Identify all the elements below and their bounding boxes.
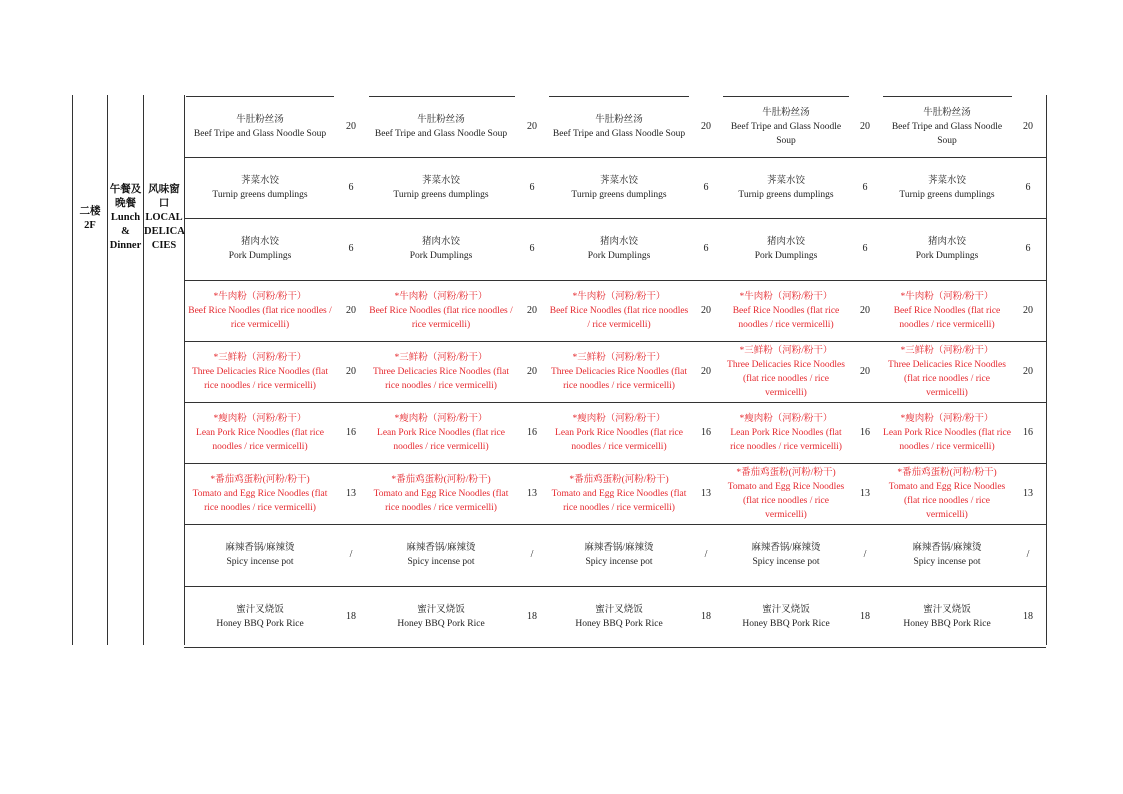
window-label — [144, 183, 184, 253]
dish-price: 16 — [1023, 427, 1033, 438]
menu-item — [548, 404, 690, 461]
dish-name-en: Spicy incense pot — [585, 556, 653, 567]
dish-price: 20 — [527, 366, 537, 377]
dish-name-en: Pork Dumplings — [409, 250, 473, 261]
dish-price: 18 — [527, 611, 537, 622]
dish-name-zh: *牛肉粉（河粉/粉干） — [394, 291, 488, 302]
dish-price: 20 — [1023, 305, 1033, 316]
dish-name-zh: 麻辣香锅/麻辣烫 — [406, 542, 476, 553]
dish-name-en: Honey BBQ Pork Rice — [397, 618, 485, 629]
dish-price: 6 — [862, 243, 868, 254]
dish-price: / — [530, 549, 534, 560]
dish-name-zh: 荠菜水饺 — [927, 175, 966, 186]
dish-name-en: Beef Tripe and Glass Noodle Soup — [374, 128, 508, 139]
menu-item — [185, 526, 335, 583]
table-top-rule — [369, 96, 515, 97]
menu-item — [723, 404, 849, 461]
dish-name-en: Lean Pork Rice Noodles (flat rice noodles / rice vermicelli) — [883, 427, 1011, 452]
dish-name-zh: *瘦肉粉（河粉/粉干） — [900, 413, 994, 424]
dish-name-en: Pork Dumplings — [915, 250, 979, 261]
dish-name-zh: 牛肚粉丝汤 — [595, 114, 643, 125]
dish-name-en: Beef Tripe and Glass Noodle Soup — [552, 128, 686, 139]
meal-label-line: 晚餐 — [115, 198, 136, 209]
dish-price: 6 — [703, 243, 709, 254]
dish-price: 20 — [527, 305, 537, 316]
menu-item — [368, 98, 514, 155]
menu-item — [883, 98, 1011, 155]
dish-name-zh: *番茄鸡蛋粉(河粉/粉干) — [897, 467, 997, 478]
dish-price: 18 — [346, 611, 356, 622]
dish-price: 6 — [862, 182, 868, 193]
menu-item — [368, 282, 514, 339]
dish-price: 20 — [1023, 121, 1033, 132]
dish-name-zh: 牛肚粉丝汤 — [417, 114, 465, 125]
dish-name-en: Three Delicacies Rice Noodles (flat rice noodles / rice vermicelli) — [727, 359, 845, 398]
dish-name-en: Spicy incense pot — [226, 556, 294, 567]
dish-price: / — [1026, 549, 1030, 560]
dish-price: 20 — [527, 121, 537, 132]
dish-name-zh: 蜜汁叉烧饭 — [417, 604, 465, 615]
table-top-rule — [723, 96, 849, 97]
menu-item — [368, 465, 514, 522]
dish-price: 13 — [527, 488, 537, 499]
table-top-rule — [883, 96, 1012, 97]
dish-name-zh: *三鲜粉（河粉/粉干） — [739, 345, 833, 356]
menu-item — [883, 404, 1011, 461]
menu-item — [723, 465, 849, 522]
menu-item — [723, 343, 849, 400]
menu-item — [883, 282, 1011, 339]
dish-name-zh: 猪肉水饺 — [766, 236, 805, 247]
menu-item — [185, 343, 335, 400]
dish-name-en: Turnip greens dumplings — [571, 189, 667, 200]
dish-name-zh: *牛肉粉（河粉/粉干） — [572, 291, 666, 302]
meal-label-line: & — [121, 226, 130, 237]
dish-price: / — [863, 549, 867, 560]
dish-price: 13 — [701, 488, 711, 499]
menu-item — [548, 588, 690, 645]
dish-name-en: Pork Dumplings — [754, 250, 818, 261]
dish-name-en: Tomato and Egg Rice Noodles (flat rice noodles / rice vermicelli) — [551, 488, 687, 513]
dish-name-en: Beef Rice Noodles (flat rice noodles / rice vermicelli) — [549, 305, 689, 330]
dish-name-zh: 麻辣香锅/麻辣烫 — [225, 542, 295, 553]
dish-name-en: Lean Pork Rice Noodles (flat rice noodles / rice vermicelli) — [196, 427, 324, 452]
dish-name-en: Honey BBQ Pork Rice — [903, 618, 991, 629]
menu-item — [548, 159, 690, 216]
dish-price: 20 — [701, 121, 711, 132]
meal-label-line: Lunch — [110, 212, 141, 223]
row-divider — [184, 402, 1046, 403]
dish-name-zh: 荠菜水饺 — [766, 175, 805, 186]
dish-name-zh: *三鲜粉（河粉/粉干） — [572, 352, 666, 363]
menu-item — [185, 98, 335, 155]
dish-name-en: Three Delicacies Rice Noodles (flat rice noodles / rice vermicelli) — [550, 366, 688, 391]
dish-price: 13 — [1023, 488, 1033, 499]
dish-name-en: Lean Pork Rice Noodles (flat rice noodles / rice vermicelli) — [730, 427, 842, 452]
dish-price: 20 — [860, 121, 870, 132]
dish-price: 13 — [346, 488, 356, 499]
dish-name-en: Tomato and Egg Rice Noodles (flat rice noodles / rice vermicelli) — [888, 481, 1006, 520]
menu-item — [368, 220, 514, 277]
dish-name-zh: *牛肉粉（河粉/粉干） — [739, 291, 833, 302]
menu-item — [185, 282, 335, 339]
menu-item — [723, 159, 849, 216]
dish-price: 6 — [703, 182, 709, 193]
dish-name-zh: 麻辣香锅/麻辣烫 — [912, 542, 982, 553]
window-label-line: 口 — [158, 198, 170, 209]
dish-name-zh: *三鲜粉（河粉/粉干） — [394, 352, 488, 363]
dish-name-en: Honey BBQ Pork Rice — [742, 618, 830, 629]
menu-item — [883, 526, 1011, 583]
dish-name-en: Beef Rice Noodles (flat rice noodles / rice vermicelli) — [732, 305, 840, 330]
table-border-left — [72, 95, 73, 645]
dish-name-en: Lean Pork Rice Noodles (flat rice noodles / rice vermicelli) — [555, 427, 683, 452]
dish-name-en: Beef Rice Noodles (flat rice noodles / rice vermicelli) — [188, 305, 332, 330]
dish-name-en: Turnip greens dumplings — [212, 189, 308, 200]
menu-item — [368, 588, 514, 645]
menu-item — [185, 404, 335, 461]
menu-item — [185, 465, 335, 522]
menu-item — [368, 526, 514, 583]
dish-name-en: Three Delicacies Rice Noodles (flat rice noodles / rice vermicelli) — [191, 366, 329, 391]
dish-price: 6 — [529, 243, 535, 254]
floor-label-en: 2F — [84, 220, 96, 231]
dish-name-zh: 荠菜水饺 — [421, 175, 460, 186]
dish-price: 18 — [1023, 611, 1033, 622]
dish-name-en: Tomato and Egg Rice Noodles (flat rice noodles / rice vermicelli) — [192, 488, 328, 513]
row-divider — [184, 463, 1046, 464]
dish-price: 16 — [527, 427, 537, 438]
dish-name-zh: 猪肉水饺 — [421, 236, 460, 247]
menu-item — [548, 98, 690, 155]
dish-price: 6 — [1025, 182, 1031, 193]
table-top-rule — [186, 96, 334, 97]
dish-name-zh: *三鲜粉（河粉/粉干） — [900, 345, 994, 356]
meal-label-line: Dinner — [109, 240, 142, 251]
menu-item — [883, 159, 1011, 216]
dish-price: 6 — [348, 182, 354, 193]
dish-price: / — [704, 549, 708, 560]
dish-name-zh: *瘦肉粉（河粉/粉干） — [394, 413, 488, 424]
row-divider — [184, 157, 1046, 158]
dish-name-en: Honey BBQ Pork Rice — [575, 618, 663, 629]
dish-name-en: Tomato and Egg Rice Noodles (flat rice noodles / rice vermicelli) — [373, 488, 509, 513]
menu-item — [883, 588, 1011, 645]
dish-name-zh: 蜜汁叉烧饭 — [923, 604, 971, 615]
dish-name-en: Three Delicacies Rice Noodles (flat rice noodles / rice vermicelli) — [888, 359, 1006, 398]
dish-price: 13 — [860, 488, 870, 499]
dish-name-zh: 蜜汁叉烧饭 — [762, 604, 810, 615]
menu-item — [548, 526, 690, 583]
row-divider — [184, 524, 1046, 525]
dish-name-zh: 牛肚粉丝汤 — [762, 107, 810, 118]
menu-item — [368, 343, 514, 400]
menu-item — [723, 282, 849, 339]
table-border-right — [1046, 95, 1047, 645]
dish-name-zh: 牛肚粉丝汤 — [923, 107, 971, 118]
dish-name-zh: 蜜汁叉烧饭 — [236, 604, 284, 615]
dish-price: 20 — [701, 305, 711, 316]
meal-label-line: 午餐及 — [109, 184, 142, 195]
window-label-line: LOCAL — [145, 212, 183, 223]
dish-price: 18 — [860, 611, 870, 622]
menu-item — [548, 343, 690, 400]
dish-name-en: Spicy incense pot — [752, 556, 820, 567]
row-divider — [184, 341, 1046, 342]
dish-name-en: Honey BBQ Pork Rice — [216, 618, 304, 629]
menu-item — [723, 526, 849, 583]
dish-name-zh: 麻辣香锅/麻辣烫 — [751, 542, 821, 553]
dish-name-zh: *瘦肉粉（河粉/粉干） — [572, 413, 666, 424]
dish-price: 20 — [346, 366, 356, 377]
menu-item — [723, 98, 849, 155]
dish-price: 6 — [348, 243, 354, 254]
dish-name-en: Beef Tripe and Glass Noodle Soup — [891, 121, 1003, 146]
floor-label — [73, 205, 107, 233]
dish-price: 18 — [701, 611, 711, 622]
menu-item — [185, 588, 335, 645]
dish-name-en: Pork Dumplings — [228, 250, 292, 261]
dish-name-zh: 猪肉水饺 — [599, 236, 638, 247]
dish-name-en: Turnip greens dumplings — [738, 189, 834, 200]
dish-name-zh: 麻辣香锅/麻辣烫 — [584, 542, 654, 553]
dish-name-en: Tomato and Egg Rice Noodles (flat rice noodles / rice vermicelli) — [727, 481, 845, 520]
menu-item — [548, 220, 690, 277]
window-label-line: DELICA — [144, 226, 185, 237]
dish-price: 20 — [860, 366, 870, 377]
dish-name-zh: 荠菜水饺 — [599, 175, 638, 186]
dish-price: 16 — [860, 427, 870, 438]
dish-price: 16 — [701, 427, 711, 438]
menu-item — [185, 159, 335, 216]
dish-name-en: Turnip greens dumplings — [393, 189, 489, 200]
dish-price: 20 — [346, 121, 356, 132]
dish-name-en: Beef Rice Noodles (flat rice noodles / rice vermicelli) — [369, 305, 513, 330]
dish-name-zh: 蜜汁叉烧饭 — [595, 604, 643, 615]
floor-label-zh: 二楼 — [79, 206, 101, 217]
row-divider — [184, 218, 1046, 219]
dish-name-zh: *牛肉粉（河粉/粉干） — [900, 291, 994, 302]
dish-price: 6 — [529, 182, 535, 193]
dish-name-zh: *三鲜粉（河粉/粉干） — [213, 352, 307, 363]
dish-name-zh: 荠菜水饺 — [240, 175, 279, 186]
table-top-rule — [549, 96, 689, 97]
menu-item — [368, 159, 514, 216]
dish-name-en: Lean Pork Rice Noodles (flat rice noodles / rice vermicelli) — [377, 427, 505, 452]
row-divider — [184, 647, 1046, 648]
menu-item — [883, 343, 1011, 400]
dish-name-en: Turnip greens dumplings — [899, 189, 995, 200]
dish-name-en: Beef Tripe and Glass Noodle Soup — [730, 121, 842, 146]
dish-name-en: Three Delicacies Rice Noodles (flat rice noodles / rice vermicelli) — [372, 366, 510, 391]
dish-price: / — [349, 549, 353, 560]
window-label-line: 风味窗 — [148, 184, 180, 195]
dish-price: 6 — [1025, 243, 1031, 254]
dish-name-zh: *番茄鸡蛋粉(河粉/粉干) — [391, 474, 491, 485]
menu-item — [185, 220, 335, 277]
dish-price: 20 — [860, 305, 870, 316]
dish-price: 20 — [1023, 366, 1033, 377]
menu-item — [883, 465, 1011, 522]
window-label-line: CIES — [151, 240, 177, 251]
dish-name-zh: *番茄鸡蛋粉(河粉/粉干) — [210, 474, 310, 485]
dish-name-zh: *番茄鸡蛋粉(河粉/粉干) — [736, 467, 836, 478]
row-divider — [184, 280, 1046, 281]
table-divider — [143, 95, 144, 645]
dish-name-zh: 牛肚粉丝汤 — [236, 114, 284, 125]
menu-item — [883, 220, 1011, 277]
dish-name-en: Spicy incense pot — [407, 556, 475, 567]
dish-price: 20 — [346, 305, 356, 316]
dish-name-zh: 猪肉水饺 — [240, 236, 279, 247]
dish-price: 20 — [701, 366, 711, 377]
menu-item — [548, 282, 690, 339]
meal-label — [108, 183, 143, 253]
dish-name-en: Pork Dumplings — [587, 250, 651, 261]
dish-name-zh: *瘦肉粉（河粉/粉干） — [739, 413, 833, 424]
dish-name-en: Beef Tripe and Glass Noodle Soup — [193, 128, 327, 139]
menu-item — [723, 220, 849, 277]
table-divider — [107, 95, 108, 645]
dish-name-zh: *瘦肉粉（河粉/粉干） — [213, 413, 307, 424]
dish-name-en: Spicy incense pot — [913, 556, 981, 567]
dish-price: 16 — [346, 427, 356, 438]
menu-item — [548, 465, 690, 522]
dish-name-en: Beef Rice Noodles (flat rice noodles / rice vermicelli) — [893, 305, 1001, 330]
menu-item — [368, 404, 514, 461]
dish-name-zh: *番茄鸡蛋粉(河粉/粉干) — [569, 474, 669, 485]
menu-item — [723, 588, 849, 645]
row-divider — [184, 586, 1046, 587]
dish-name-zh: *牛肉粉（河粉/粉干） — [213, 291, 307, 302]
dish-name-zh: 猪肉水饺 — [927, 236, 966, 247]
